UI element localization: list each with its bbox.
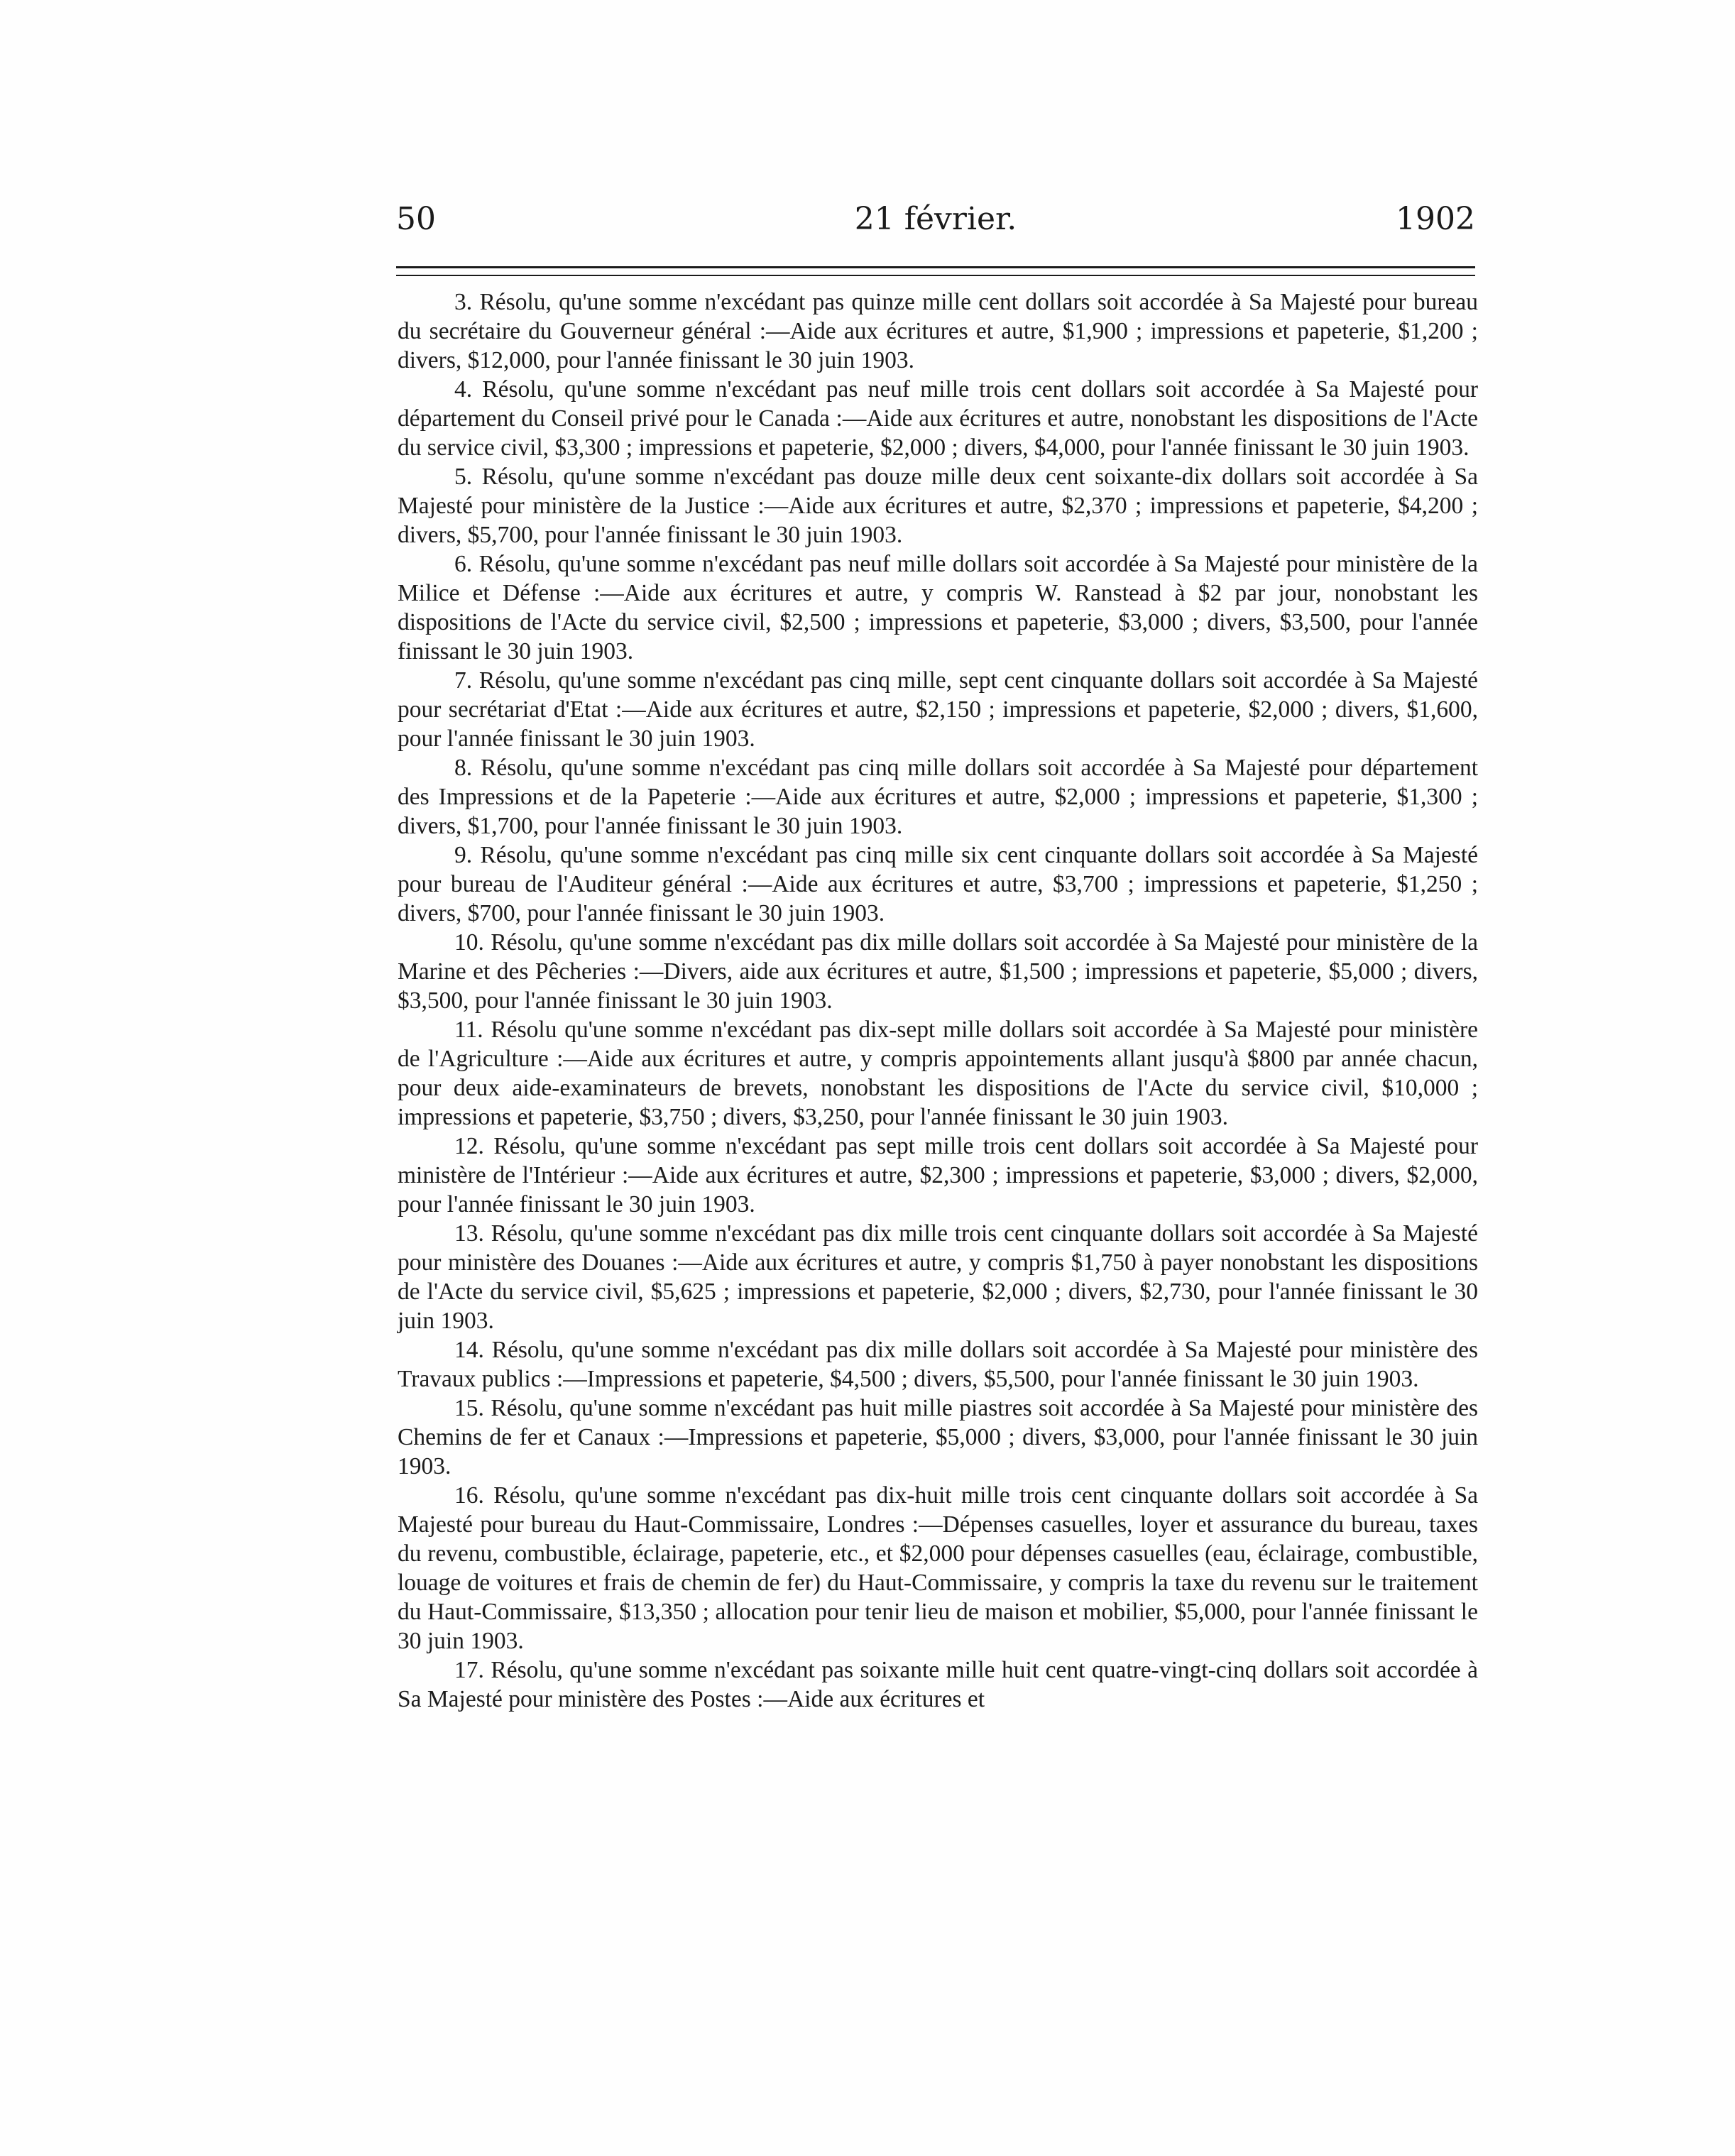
- resolution-number: 8.: [454, 755, 473, 781]
- header-rule-bottom: [396, 275, 1475, 276]
- resolution-text: Résolu, qu'une somme n'excédant pas soixante mille huit cent quatre-vingt-cinq dollars soit accordée à Sa Majesté pour ministère des Postes :—Aide aux écritures et: [398, 1657, 1479, 1712]
- resolution-paragraph: [398, 1335, 1478, 1394]
- resolution-number: 3.: [454, 289, 473, 315]
- resolution-number: 11.: [454, 1017, 483, 1043]
- resolution-paragraph: [398, 375, 1478, 462]
- resolution-text: Résolu, qu'une somme n'excédant pas cinq mille six cent cinquante dollars soit accordée à Sa Majesté pour bureau de l'Auditeur général :—Aide aux écritures et autre, $3,700 ; impressions et papeterie, $1,250 ; divers, $700, pour l'année finissant le 30 juin 1903.: [398, 842, 1478, 926]
- resolution-text: Résolu, qu'une somme n'excédant pas dix mille dollars soit accordée à Sa Majesté pour ministère des Travaux publics :—Impressions et papeterie, $4,500 ; divers, $5,500, pour l'année finissant le 30 juin 1903.: [398, 1337, 1479, 1392]
- resolution-number: 14.: [454, 1337, 484, 1363]
- resolution-text: Résolu, qu'une somme n'excédant pas neuf mille trois cent dollars soit accordée à Sa Majesté pour département du Conseil privé pour le Canada :—Aide aux écritures et autre, nonobstant les dispositions de l'Acte du service civil, $3,300 ; impressions et papeterie, $2,000 ; divers, $4,000, pour l'année finissant le 30 juin 1903.: [398, 376, 1478, 461]
- resolution-number: 13.: [454, 1220, 484, 1247]
- resolution-number: 10.: [454, 929, 484, 956]
- resolution-text: Résolu qu'une somme n'excédant pas dix-sept mille dollars soit accordée à Sa Majesté pour ministère de l'Agriculture :—Aide aux écritures et autre, y compris appointements allant jusqu'à $800 par année chacun, pour deux aide-examinateurs de brevets, nonobstant les dispositions de l'Acte du service civil, $10,000 ; impressions et papeterie, $3,750 ; divers, $3,250, pour l'année finissant le 30 juin 1903.: [398, 1017, 1479, 1130]
- header-date: 21 février.: [854, 201, 1017, 237]
- resolution-text: Résolu, qu'une somme n'excédant pas douze mille deux cent soixante-dix dollars soit accordée à Sa Majesté pour ministère de la Justice :—Aide aux écritures et autre, $2,370 ; impressions et papeterie, $4,200 ; divers, $5,700, pour l'année finissant le 30 juin 1903.: [398, 464, 1478, 548]
- resolution-paragraph: [398, 1132, 1478, 1219]
- resolutions-body: [398, 288, 1478, 1714]
- resolution-number: 17.: [454, 1657, 484, 1683]
- resolution-number: 9.: [454, 842, 473, 868]
- resolution-text: Résolu, qu'une somme n'excédant pas dix-huit mille trois cent cinquante dollars soit accordée à Sa Majesté pour bureau du Haut-Commissaire, Londres :—Dépenses casuelles, loyer et assurance du bureau, taxes du revenu, combustible, éclairage, papeterie, etc., et $2,000 pour dépenses casuelles (eau, éclairage, combustible, louage de voitures et frais de chemin de fer) du Haut-Commissaire, y compris la taxe du revenu sur le traitement du Haut-Commissaire, $13,350 ; allocation pour tenir lieu de maison et mobilier, $5,000, pour l'année finissant le 30 juin 1903.: [398, 1482, 1479, 1654]
- resolution-paragraph: [398, 1481, 1478, 1656]
- resolution-paragraph: [398, 841, 1478, 928]
- resolution-number: 5.: [454, 464, 473, 490]
- resolution-text: Résolu, qu'une somme n'excédant pas cinq mille dollars soit accordée à Sa Majesté pour département des Impressions et de la Papeterie :—Aide aux écritures et autre, $2,000 ; impressions et papeterie, $1,300 ; divers, $1,700, pour l'année finissant le 30 juin 1903.: [398, 755, 1479, 839]
- page-number: 50: [396, 201, 436, 237]
- resolution-text: Résolu, qu'une somme n'excédant pas dix mille dollars soit accordée à Sa Majesté pour ministère de la Marine et des Pêcheries :—Divers, aide aux écritures et autre, $1,500 ; impressions et papeterie, $5,000 ; divers, $3,500, pour l'année finissant le 30 juin 1903.: [398, 929, 1479, 1014]
- resolution-number: 16.: [454, 1482, 484, 1509]
- resolution-number: 7.: [454, 667, 473, 694]
- resolution-text: Résolu, qu'une somme n'excédant pas cinq mille, sept cent cinquante dollars soit accordée à Sa Majesté pour secrétariat d'Etat :—Aide aux écritures et autre, $2,150 ; impressions et papeterie, $2,000 ; divers, $1,600, pour l'année finissant le 30 juin 1903.: [398, 667, 1478, 752]
- resolution-paragraph: [398, 288, 1478, 375]
- resolution-number: 4.: [454, 376, 473, 403]
- resolution-paragraph: [398, 928, 1478, 1015]
- header-rule-top: [396, 266, 1475, 268]
- page-header: [396, 195, 1475, 252]
- resolution-text: Résolu, qu'une somme n'excédant pas neuf mille dollars soit accordée à Sa Majesté pour ministère de la Milice et Défense :—Aide aux écritures et autre, y compris W. Ranstead à $2 par jour, nonobstant les dispositions de l'Acte du service civil, $2,500 ; impressions et papeterie, $3,000 ; divers, $3,500, pour l'année finissant le 30 juin 1903.: [398, 551, 1479, 664]
- resolution-number: 6.: [454, 551, 473, 577]
- resolution-paragraph: [398, 1394, 1478, 1481]
- resolution-number: 15.: [454, 1395, 484, 1421]
- resolution-paragraph: [398, 666, 1478, 753]
- resolution-paragraph: [398, 462, 1478, 549]
- resolution-text: Résolu, qu'une somme n'excédant pas huit mille piastres soit accordée à Sa Majesté pour ministère des Chemins de fer et Canaux :—Impressions et papeterie, $5,000 ; divers, $3,000, pour l'année finissant le 30 juin 1903.: [398, 1395, 1478, 1479]
- resolution-paragraph: [398, 1656, 1478, 1714]
- resolution-text: Résolu, qu'une somme n'excédant pas dix mille trois cent cinquante dollars soit accordée à Sa Majesté pour ministère des Douanes :—Aide aux écritures et autre, y compris $1,750 à payer nonobstant les dispositions de l'Acte du service civil, $5,625 ; impressions et papeterie, $2,000 ; divers, $2,730, pour l'année finissant le 30 juin 1903.: [398, 1220, 1479, 1334]
- resolution-number: 12.: [454, 1133, 484, 1159]
- resolution-text: Résolu, qu'une somme n'excédant pas quinze mille cent dollars soit accordée à Sa Majesté pour bureau du secrétaire du Gouverneur général :—Aide aux écritures et autre, $1,900 ; impressions et papeterie, $1,200 ; divers, $12,000, pour l'année finissant le 30 juin 1903.: [398, 289, 1479, 373]
- resolution-paragraph: [398, 753, 1478, 841]
- resolution-text: Résolu, qu'une somme n'excédant pas sept mille trois cent dollars soit accordée à Sa Majesté pour ministère de l'Intérieur :—Aide aux écritures et autre, $2,300 ; impressions et papeterie, $3,000 ; divers, $2,000, pour l'année finissant le 30 juin 1903.: [398, 1133, 1478, 1217]
- header-year: 1902: [1396, 201, 1475, 237]
- resolution-paragraph: [398, 1015, 1478, 1132]
- resolution-paragraph: [398, 1219, 1478, 1335]
- resolution-paragraph: [398, 549, 1478, 666]
